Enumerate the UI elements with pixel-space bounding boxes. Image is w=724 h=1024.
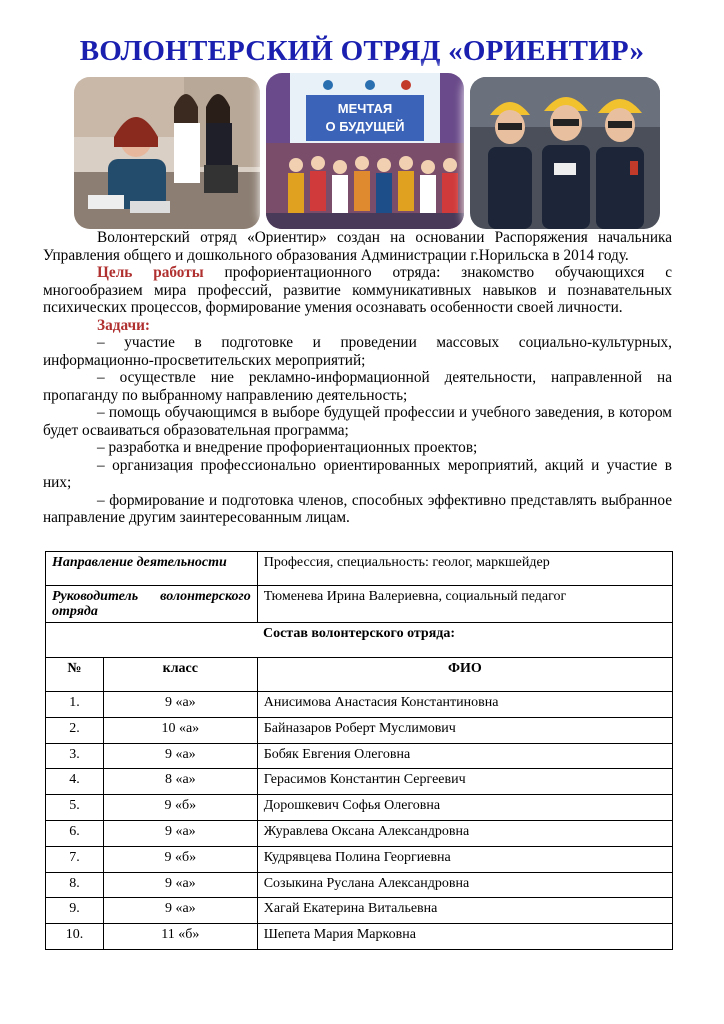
row-number: 5. (46, 795, 104, 821)
goal-label: Цель работы (97, 264, 204, 281)
row-fio: Шепета Мария Марковна (257, 924, 672, 950)
task-item: – осуществле ние рекламно-информационной деятельности, направленной на пропаганду по выбранному направлению деятельность; (43, 369, 672, 404)
table-row (46, 820, 673, 846)
intro-paragraph: Волонтерский отряд «Ориентир» создан на основании Распоряжения начальника Управления общего и дошкольного образования Администрации г.Норильска в 2014 году. (43, 229, 672, 264)
row-class: 11 «б» (103, 924, 257, 950)
row-number: 3. (46, 743, 104, 769)
row-fio: Байназаров Роберт Муслимович (257, 717, 672, 743)
tasks-label: Задачи: (97, 316, 151, 334)
table-row (46, 872, 673, 898)
row-number: 7. (46, 846, 104, 872)
row-number: 2. (46, 717, 104, 743)
row-fio: Хагай Екатерина Витальевна (257, 898, 672, 924)
row-class: 9 «б» (103, 795, 257, 821)
task-item: – организация профессионально ориентированных мероприятий, акций и участие в них; (43, 456, 672, 491)
row-fio: Бобяк Евгения Олеговна (257, 743, 672, 769)
photo-strip (0, 73, 724, 231)
header-number: № (46, 658, 104, 692)
direction-row (46, 552, 673, 586)
row-fio: Дорошкевич Софья Олеговна (257, 795, 672, 821)
header-class: класс (103, 658, 257, 692)
direction-value: Профессия, специальность: геолог, маркшейдер (257, 552, 672, 586)
table-row (46, 769, 673, 795)
row-class: 9 «а» (103, 820, 257, 846)
row-class: 8 «а» (103, 769, 257, 795)
row-class: 9 «а» (103, 898, 257, 924)
composition-title: Состав волонтерского отряда: (46, 623, 673, 658)
task-item: – помощь обучающимся в выборе будущей профессии и учебного заведения, в котором будет осваиваться образовательная программа; (43, 404, 672, 439)
task-item: – участие в подготовке и проведении массовых социально-культурных, информационно-просветительских мероприятий; (43, 334, 672, 369)
row-number: 6. (46, 820, 104, 846)
students-helmets-photo (470, 77, 660, 229)
table-row (46, 692, 673, 718)
members-body (46, 692, 673, 950)
composition-row (46, 623, 673, 658)
banner-line-1: МЕЧТАЯ (337, 101, 393, 116)
table-row (46, 846, 673, 872)
row-fio: Журавлева Оксана Александровна (257, 820, 672, 846)
task-item: – разработка и внедрение профориентационных проектов; (97, 439, 478, 456)
header-row (46, 658, 673, 692)
page-title: ВОЛОНТЕРСКИЙ ОТРЯД «ОРИЕНТИР» (79, 35, 645, 67)
row-class: 10 «а» (103, 717, 257, 743)
row-fio: Кудрявцева Полина Георгиевна (257, 846, 672, 872)
row-fio: Созыкина Руслана Александровна (257, 872, 672, 898)
table-row (46, 743, 673, 769)
row-number: 10. (46, 924, 104, 950)
table-row (46, 898, 673, 924)
row-number: 9. (46, 898, 104, 924)
header-fio: ФИО (257, 658, 672, 692)
row-number: 1. (46, 692, 104, 718)
banner-line-2: О БУДУЩЕЙ (325, 119, 405, 134)
event-photo (266, 73, 464, 229)
table-row (46, 717, 673, 743)
leader-label-line-1: Руководитель волонтерского (52, 589, 251, 604)
row-class: 9 «а» (103, 743, 257, 769)
leader-value: Тюменева Ирина Валериевна, социальный педагог (257, 586, 672, 623)
table-row (46, 795, 673, 821)
leader-label (46, 586, 258, 623)
office-photo (74, 77, 260, 229)
row-fio: Герасимов Константин Сергеевич (257, 769, 672, 795)
task-item: – формирование и подготовка членов, способных эффективно представлять выбранное направление другим заинтересованным лицам. (43, 491, 672, 526)
description-block (43, 229, 672, 527)
squad-table (45, 551, 673, 950)
leader-label-line-2: отряда (52, 604, 98, 619)
row-number: 8. (46, 872, 104, 898)
row-number: 4. (46, 769, 104, 795)
row-class: 9 «а» (103, 872, 257, 898)
table-row (46, 924, 673, 950)
direction-label: Направление деятельности (46, 552, 258, 586)
row-class: 9 «а» (103, 692, 257, 718)
tasks-heading (43, 317, 672, 335)
row-fio: Анисимова Анастасия Константиновна (257, 692, 672, 718)
goal-text: профориентационного отряда: знакомство обучающихся с многообразием мира профессий, развитие коммуникативных навыков и познавательных психических процессов, формирование умения осознавать особенности своей личности. (43, 264, 672, 316)
leader-row (46, 586, 673, 623)
row-class: 9 «б» (103, 846, 257, 872)
goal-paragraph (43, 264, 672, 317)
